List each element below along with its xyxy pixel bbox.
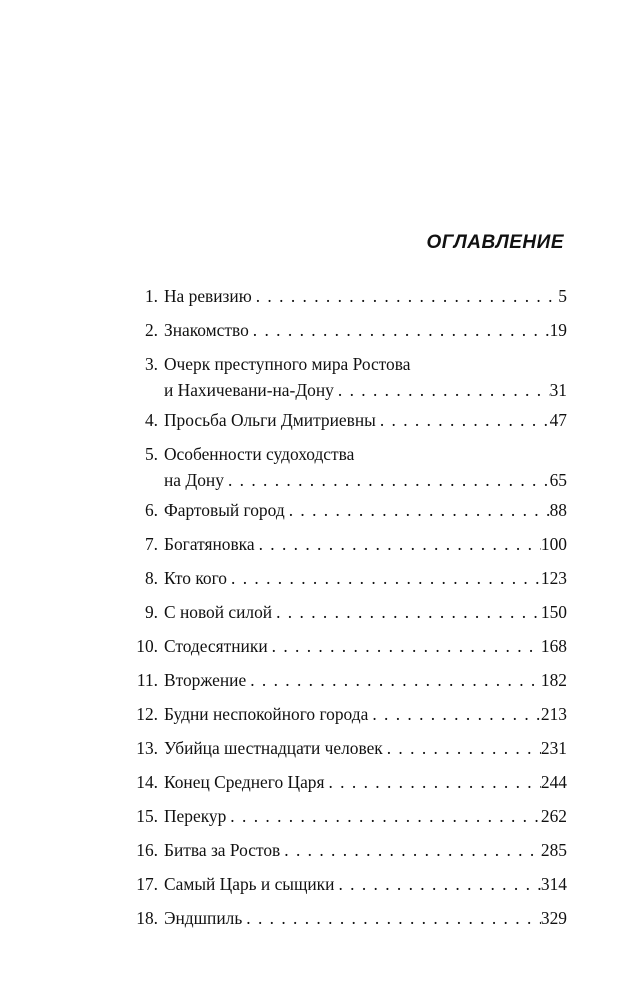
chapter-title-row	[164, 565, 567, 592]
chapter-title: Богатяновка	[164, 534, 255, 554]
chapter-title-row	[164, 701, 567, 728]
chapter-title-row	[164, 769, 567, 796]
dot-leader	[249, 317, 550, 344]
page-number: 5	[558, 286, 567, 306]
chapter-title-row	[164, 377, 567, 403]
chapter-body	[164, 407, 567, 434]
page-number: 168	[540, 636, 567, 656]
chapter-title-line: Очерк преступного мира Ростова	[164, 354, 411, 374]
chapter-number: 18.	[136, 908, 158, 928]
page-number: 65	[549, 470, 567, 490]
dot-leader	[334, 871, 540, 898]
chapter-body	[164, 599, 567, 626]
chapter-body	[164, 351, 567, 403]
dot-leader	[226, 803, 541, 830]
chapter-body	[164, 837, 567, 864]
chapter-title-line: Особенности судоходства	[164, 444, 355, 464]
chapter-title: и Нахичевани-на-Дону	[164, 380, 334, 400]
dot-leader	[324, 769, 540, 796]
chapter-title: Перекур	[164, 806, 227, 826]
toc-entry[interactable]	[132, 565, 567, 592]
page-number: 231	[540, 738, 567, 758]
chapter-number: 6.	[144, 500, 158, 520]
chapter-title: Просьба Ольги Дмитриевны	[164, 410, 376, 430]
chapter-title: С новой силой	[164, 602, 273, 622]
page-number: 285	[540, 840, 567, 860]
chapter-title-row	[164, 599, 567, 626]
chapter-title-row	[164, 667, 567, 694]
toc-entry[interactable]	[132, 407, 567, 434]
chapter-number: 5.	[144, 444, 158, 464]
toc-entry[interactable]	[132, 599, 567, 626]
dot-leader	[246, 667, 541, 694]
page-number: 19	[549, 320, 567, 340]
chapter-title: на Дону	[164, 470, 224, 490]
chapter-title-row	[164, 497, 567, 524]
toc-entry[interactable]	[132, 497, 567, 524]
page-number: 262	[540, 806, 567, 826]
chapter-title-row	[164, 531, 567, 558]
toc-heading: ОГЛАВЛЕНИЕ	[426, 232, 564, 253]
chapter-title-row	[164, 283, 567, 310]
page-number: 123	[540, 568, 567, 588]
dot-leader	[272, 599, 541, 626]
chapter-number: 8.	[144, 568, 158, 588]
chapter-number: 7.	[144, 534, 158, 554]
chapter-body	[164, 735, 567, 762]
chapter-title-row	[164, 735, 567, 762]
page-number: 47	[549, 410, 567, 430]
toc-entry[interactable]	[132, 283, 567, 310]
chapter-title-row	[164, 905, 567, 932]
chapter-title: Кто кого	[164, 568, 228, 588]
dot-leader	[268, 633, 541, 660]
chapter-number: 1.	[144, 286, 158, 306]
toc-entry[interactable]	[132, 837, 567, 864]
chapter-body	[164, 871, 567, 898]
page-number: 213	[540, 704, 567, 724]
chapter-title: Знакомство	[164, 320, 249, 340]
dot-leader	[280, 837, 541, 864]
chapter-title-row	[164, 837, 567, 864]
chapter-title-row	[164, 803, 567, 830]
chapter-body	[164, 633, 567, 660]
toc-entry[interactable]	[132, 317, 567, 344]
chapter-number: 2.	[144, 320, 158, 340]
chapter-title-row	[164, 317, 567, 344]
chapter-title: Будни неспокойного города	[164, 704, 369, 724]
dot-leader	[368, 701, 541, 728]
dot-leader	[255, 531, 541, 558]
page-number: 88	[549, 500, 567, 520]
page-number: 182	[540, 670, 567, 690]
toc-entry[interactable]	[132, 633, 567, 660]
chapter-title: Конец Среднего Царя	[164, 772, 325, 792]
chapter-title: Самый Царь и сыщики	[164, 874, 335, 894]
chapter-body	[164, 701, 567, 728]
chapter-title: Эндшпиль	[164, 908, 243, 928]
toc-entry[interactable]	[132, 871, 567, 898]
chapter-body	[164, 667, 567, 694]
chapter-number: 16.	[136, 840, 158, 860]
chapter-body	[164, 905, 567, 932]
page-number: 150	[540, 602, 567, 622]
chapter-number: 13.	[136, 738, 158, 758]
chapter-title: Убийца шестнадцати человек	[164, 738, 383, 758]
toc-entry[interactable]	[132, 735, 567, 762]
chapter-number: 17.	[136, 874, 158, 894]
chapter-title: Вторжение	[164, 670, 247, 690]
chapter-title-row	[164, 633, 567, 660]
chapter-body	[164, 497, 567, 524]
toc-entry[interactable]	[132, 701, 567, 728]
chapter-title-row	[164, 871, 567, 898]
chapter-body	[164, 769, 567, 796]
chapter-body	[164, 531, 567, 558]
page-number: 244	[540, 772, 567, 792]
dot-leader	[227, 565, 541, 592]
chapter-number: 4.	[144, 410, 158, 430]
chapter-number: 10.	[136, 636, 158, 656]
page-number: 100	[540, 534, 567, 554]
toc-entry[interactable]	[132, 441, 567, 493]
page-number: 329	[540, 908, 567, 928]
chapter-title: Стодесятники	[164, 636, 268, 656]
toc-entry[interactable]	[132, 351, 567, 403]
page-number: 31	[549, 380, 567, 400]
dot-leader	[334, 377, 550, 403]
chapter-body	[164, 565, 567, 592]
chapter-title: Фартовый город	[164, 500, 285, 520]
chapter-number: 14.	[136, 772, 158, 792]
chapter-number: 11.	[136, 670, 158, 690]
chapter-number: 3.	[144, 354, 158, 374]
page-number: 314	[540, 874, 567, 894]
chapter-title: Битва за Ростов	[164, 840, 281, 860]
dot-leader	[252, 283, 559, 310]
toc-entry[interactable]	[132, 905, 567, 932]
dot-leader	[383, 735, 541, 762]
toc-entry[interactable]	[132, 667, 567, 694]
chapter-title-row	[164, 467, 567, 493]
dot-leader	[224, 467, 550, 493]
table-of-contents	[132, 283, 567, 939]
dot-leader	[376, 407, 550, 434]
chapter-title-row	[164, 407, 567, 434]
chapter-body	[164, 803, 567, 830]
toc-entry[interactable]	[132, 803, 567, 830]
toc-entry[interactable]	[132, 531, 567, 558]
dot-leader	[242, 905, 541, 932]
chapter-body	[164, 317, 567, 344]
chapter-body	[164, 283, 567, 310]
chapter-number: 12.	[136, 704, 158, 724]
chapter-number: 15.	[136, 806, 158, 826]
chapter-number: 9.	[144, 602, 158, 622]
chapter-title: На ревизию	[164, 286, 252, 306]
dot-leader	[285, 497, 550, 524]
chapter-body	[164, 441, 567, 493]
toc-entry[interactable]	[132, 769, 567, 796]
